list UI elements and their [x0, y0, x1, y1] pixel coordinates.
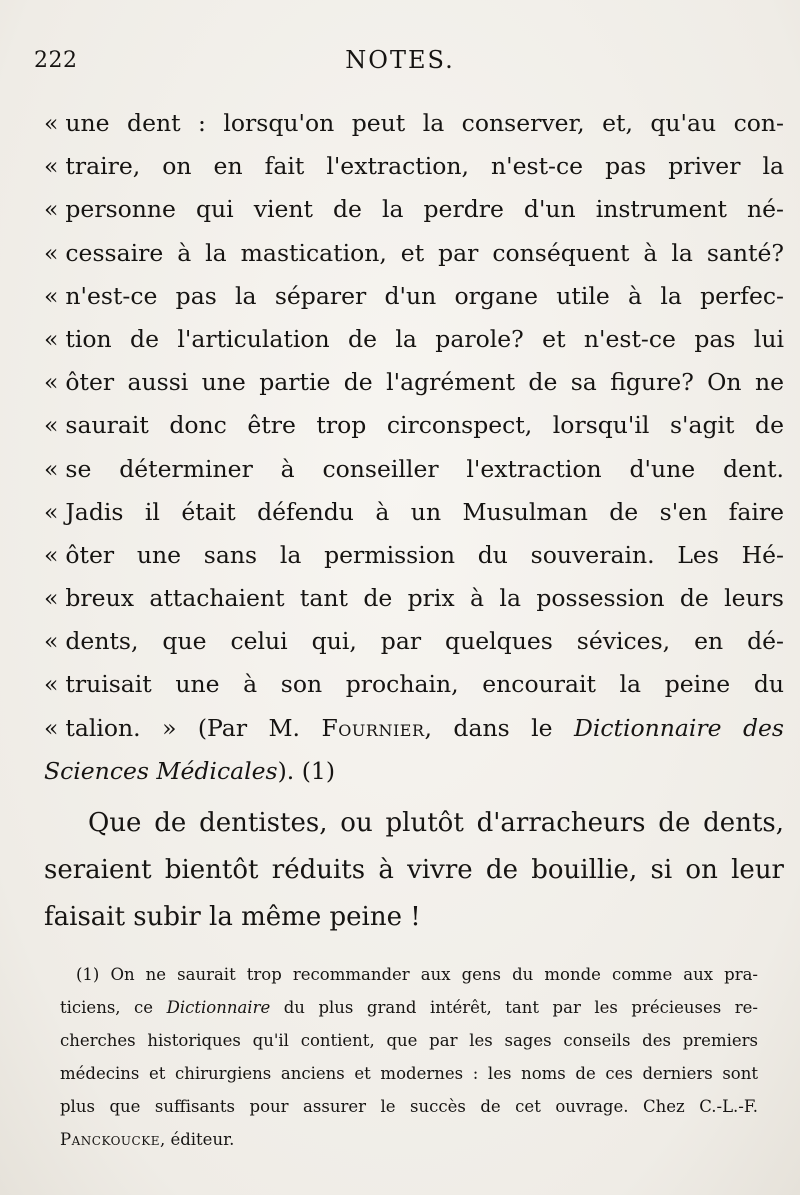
quote-line — [44, 232, 784, 275]
citation-work-title: Dictionnaire des — [573, 713, 784, 742]
guillemet: « — [44, 152, 59, 181]
quote-line — [44, 361, 784, 404]
guillemet: « — [44, 109, 59, 137]
citation-line — [44, 707, 784, 750]
quote-line-text: truisait une à son prochain, encourait la peine du — [65, 670, 784, 699]
guillemet: « — [44, 281, 59, 310]
footnote-italic-title: Dictionnaire — [166, 998, 271, 1017]
quote-line-text: ôter aussi une partie de l'agrément de sa figure? On ne — [65, 368, 784, 397]
quote-line-text: se déterminer à conseiller l'extraction d'une dent. — [65, 454, 784, 483]
footnote-publisher: Panckoucke — [60, 1130, 160, 1149]
footnote-line: (1) On ne saurait trop recommander aux gens du monde comme aux pra- — [76, 965, 758, 984]
quote-line-text: breux attachaient tant de prix à la possession de leurs — [65, 584, 784, 613]
footnote-line: plus que suffisants pour assurer le succès de cet ouvrage. Chez C.-L.-F. — [60, 1097, 758, 1116]
guillemet: « — [44, 497, 59, 526]
citation-middle: , dans le — [424, 713, 553, 742]
paragraph-line: faisait subir la même peine ! — [44, 902, 421, 932]
quote-line — [44, 318, 784, 361]
body-paragraph — [44, 800, 784, 941]
quote-line — [44, 275, 784, 318]
footnote-line — [60, 991, 758, 1024]
quote-line-text: n'est-ce pas la séparer d'un organe utile à la perfec- — [65, 281, 784, 310]
paragraph-line: seraient bientôt réduits à vivre de bouillie, si on leur — [44, 855, 784, 885]
guillemet: « — [44, 540, 59, 569]
footnote-text: , éditeur. — [159, 1130, 235, 1149]
quote-line — [44, 663, 784, 706]
guillemet: « — [44, 627, 59, 656]
quote-line — [44, 145, 784, 188]
guillemet: « — [44, 411, 59, 440]
quote-line — [44, 188, 784, 231]
quote-line-text: cessaire à la mastication, et par conséquent à la santé? — [65, 238, 784, 267]
quote-line-text: saurait donc être trop circonspect, lorsqu'il s'agit de — [65, 411, 784, 440]
guillemet: « — [44, 195, 59, 224]
footnote-line: cherches historiques qu'il contient, que par les sages conseils des premiers — [60, 1031, 758, 1050]
quote-line-text: une dent : lorsqu'on peut la conserver, et, qu'au con- — [65, 109, 784, 137]
running-head: NOTES. — [345, 46, 455, 74]
quote-line-text: dents, que celui qui, par quelques sévices, en dé- — [65, 627, 784, 656]
citation-author: Fournier — [321, 713, 425, 742]
quote-line — [44, 620, 784, 663]
paragraph-line: Que de dentistes, ou plutôt d'arracheurs de dents, — [88, 808, 784, 838]
footnote — [60, 958, 758, 1156]
quote-line-text: traire, on en fait l'extraction, n'est-ce pas priver la — [65, 152, 784, 181]
quote-line-text: Jadis il était défendu à un Musulman de s'en faire — [65, 497, 784, 526]
quote-line — [44, 404, 784, 447]
footnote-line — [60, 1123, 758, 1156]
quote-line-text: tion de l'articulation de la parole? et n'est-ce pas lui — [65, 324, 784, 353]
guillemet: « — [44, 324, 59, 353]
guillemet: « — [44, 584, 59, 613]
footnote-text: ticiens, ce — [60, 998, 154, 1017]
quote-line — [44, 491, 784, 534]
footnote-text: du plus grand intérêt, tant par les précieuses re- — [283, 998, 758, 1017]
guillemet: « — [44, 454, 59, 483]
guillemet: « — [44, 368, 59, 397]
footnote-line: médecins et chirurgiens anciens et modernes : les noms de ces derniers sont — [60, 1064, 758, 1083]
guillemet: « — [44, 670, 59, 699]
quoted-passage — [44, 102, 784, 793]
quote-line — [44, 577, 784, 620]
citation-prefix: talion. » (Par M. — [65, 713, 301, 742]
guillemet: « — [44, 238, 59, 267]
quote-line — [44, 448, 784, 491]
quote-line-text: personne qui vient de la perdre d'un instrument né- — [65, 195, 784, 224]
citation-line — [44, 750, 784, 793]
quote-line-text: ôter une sans la permission du souverain. Les Hé- — [65, 540, 784, 569]
citation-suffix: ). (1) — [277, 756, 336, 785]
quote-line — [44, 102, 784, 145]
page-number: 222 — [34, 48, 78, 73]
quote-line — [44, 534, 784, 577]
citation-work-title-continued: Sciences Médicales — [44, 756, 278, 785]
guillemet: « — [44, 713, 59, 742]
